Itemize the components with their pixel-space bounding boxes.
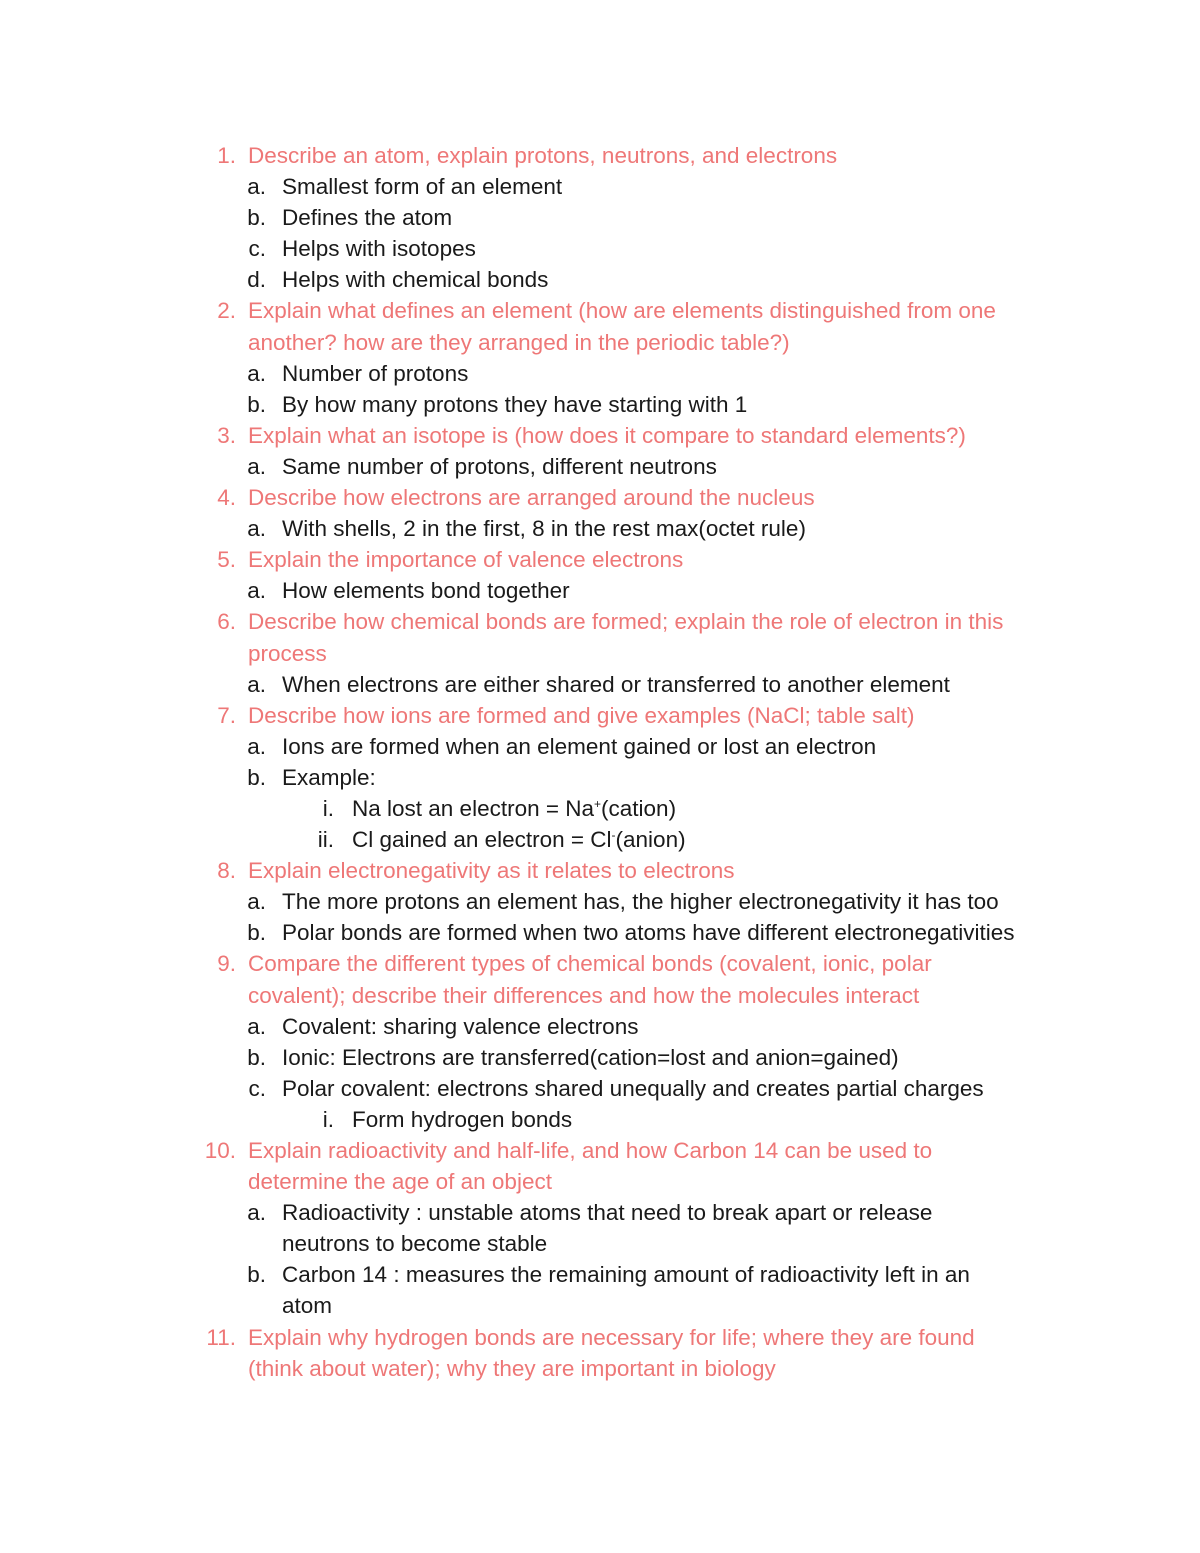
line-text [248, 295, 996, 326]
line-text-suffix: (cation) [601, 795, 677, 821]
question-line [0, 327, 1200, 358]
list-marker: a. [247, 360, 266, 386]
line-text [282, 233, 476, 264]
list-marker: i. [322, 795, 334, 821]
list-marker: a. [247, 578, 266, 604]
line-text [248, 140, 837, 171]
question-line [0, 638, 1200, 669]
line-text [248, 700, 915, 731]
line-text [248, 1135, 932, 1166]
line-text [248, 327, 790, 358]
line-text-main: By how many protons they have starting with 1 [282, 391, 748, 417]
line-text [248, 420, 966, 451]
line-text [282, 202, 452, 233]
line-text [282, 762, 376, 793]
question-line [0, 1322, 1200, 1353]
question-line [0, 1135, 1200, 1166]
list-marker: 7. [217, 702, 236, 728]
line-text [352, 824, 686, 855]
answer-line [0, 358, 1200, 389]
line-text [282, 1259, 970, 1290]
answer-line [0, 1011, 1200, 1042]
line-text-main: Helps with chemical bonds [282, 267, 549, 293]
answer-line [0, 1073, 1200, 1104]
answer-line [0, 1290, 1200, 1321]
list-marker: b. [247, 205, 266, 231]
list-marker: a. [247, 733, 266, 759]
line-text-main: Cl gained an electron = Cl [352, 827, 612, 853]
list-marker: a. [247, 671, 266, 697]
line-text-main: Describe an atom, explain protons, neutrons, and electrons [248, 143, 838, 168]
list-marker: 1. [217, 143, 236, 168]
answer-line [0, 824, 1200, 855]
list-marker: b. [247, 391, 266, 417]
line-text [248, 606, 1003, 637]
line-text [282, 917, 1015, 948]
list-marker: b. [247, 764, 266, 790]
answer-line [0, 389, 1200, 420]
list-marker: 9. [217, 951, 236, 977]
line-text [282, 358, 468, 389]
line-text-main: Covalent: sharing valence electrons [282, 1013, 639, 1039]
line-text-suffix: (anion) [615, 827, 686, 853]
line-text-main: Na lost an electron = Na [352, 795, 595, 821]
line-text [282, 575, 570, 606]
line-text-main: Number of protons [282, 360, 469, 386]
question-line [0, 948, 1200, 979]
line-text-main: covalent); describe their differences and how the molecules interact [248, 982, 920, 1008]
line-text-main: Explain what an isotope is (how does it compare to standard elements?) [248, 422, 966, 448]
line-text-main: Describe how ions are formed and give examples (NaCl; table salt) [248, 702, 915, 728]
line-text-main: Describe how chemical bonds are formed; explain the role of electron in this [248, 609, 1004, 635]
list-marker: 2. [217, 298, 236, 324]
answer-line [0, 202, 1200, 233]
list-marker: a. [247, 174, 266, 200]
line-text [248, 1166, 552, 1197]
line-text-main: neutrons to become stable [282, 1231, 548, 1257]
line-text [248, 638, 327, 669]
list-marker: i. [322, 1106, 334, 1132]
question-line [0, 482, 1200, 513]
question-line [0, 700, 1200, 731]
line-text [352, 1104, 572, 1135]
line-text [248, 1322, 975, 1353]
line-text [282, 1290, 332, 1321]
line-text [248, 948, 932, 979]
line-text-main: When electrons are either shared or transferred to another element [282, 671, 950, 697]
line-text [282, 886, 999, 917]
answer-line [0, 575, 1200, 606]
answer-line [0, 264, 1200, 295]
answer-line [0, 1104, 1200, 1135]
question-line [0, 606, 1200, 637]
line-text [282, 513, 806, 544]
line-text [282, 1042, 899, 1073]
answer-line [0, 1259, 1200, 1290]
answer-line [0, 1042, 1200, 1073]
document-body [0, 140, 1200, 1384]
line-text [248, 482, 815, 513]
list-marker: b. [247, 1044, 266, 1070]
list-marker: 8. [217, 858, 236, 884]
list-marker: a. [247, 1200, 266, 1226]
answer-line [0, 669, 1200, 700]
line-text-main: Same number of protons, different neutrons [282, 453, 717, 479]
line-text-main: Explain radioactivity and half-life, and how Carbon 14 can be used to [248, 1138, 933, 1163]
answer-line [0, 1228, 1200, 1259]
list-marker: 6. [217, 609, 236, 635]
line-text-main: How elements bond together [282, 578, 570, 604]
list-marker: 11. [206, 1324, 236, 1350]
list-marker: 3. [217, 422, 236, 448]
line-text-main: Explain the importance of valence electrons [248, 547, 684, 573]
line-text [248, 980, 919, 1011]
line-text-main: Radioactivity : unstable atoms that need to break apart or release [282, 1200, 933, 1226]
list-marker: 10. [204, 1138, 236, 1163]
list-marker: b. [247, 1262, 266, 1288]
line-text [352, 793, 676, 824]
list-marker: c. [248, 1075, 266, 1101]
line-text-main: Helps with isotopes [282, 236, 476, 262]
question-line [0, 295, 1200, 326]
question-line [0, 1353, 1200, 1384]
line-text-main: Describe how electrons are arranged around the nucleus [248, 485, 815, 511]
answer-line [0, 451, 1200, 482]
line-text-main: Compare the different types of chemical bonds (covalent, ionic, polar [248, 951, 932, 977]
question-line [0, 140, 1200, 171]
line-text-main: determine the age of an object [248, 1169, 552, 1195]
line-text-main: another? how are they arranged in the periodic table?) [248, 329, 790, 355]
line-text-main: Explain what defines an element (how are elements distinguished from one [248, 298, 996, 324]
line-text [282, 389, 747, 420]
question-line [0, 420, 1200, 451]
list-marker: 4. [217, 485, 236, 511]
line-text-main: Explain electronegativity as it relates to electrons [248, 858, 735, 884]
list-marker: a. [247, 1013, 266, 1039]
list-marker: a. [247, 889, 266, 915]
line-text-main: Polar covalent: electrons shared unequally and creates partial charges [282, 1075, 984, 1101]
question-line [0, 1166, 1200, 1197]
charge-superscript: + [594, 796, 602, 811]
list-marker: d. [247, 267, 266, 293]
line-text [282, 1197, 932, 1228]
line-text [248, 855, 735, 886]
answer-line [0, 1197, 1200, 1228]
line-text-main: Carbon 14 : measures the remaining amount of radioactivity left in an [282, 1262, 970, 1288]
line-text [248, 1353, 776, 1384]
answer-line [0, 762, 1200, 793]
line-text-main: Explain why hydrogen bonds are necessary for life; where they are found [248, 1324, 975, 1350]
list-marker: b. [247, 920, 266, 946]
line-text-main: Smallest form of an element [282, 174, 563, 200]
list-marker: c. [248, 236, 266, 262]
answer-line [0, 886, 1200, 917]
list-marker: a. [247, 516, 266, 542]
question-line [0, 855, 1200, 886]
line-text [282, 171, 562, 202]
line-text [282, 264, 548, 295]
line-text-main: Form hydrogen bonds [352, 1106, 573, 1132]
line-text [282, 451, 717, 482]
list-marker: ii. [317, 827, 334, 853]
line-text-main: The more protons an element has, the higher electronegativity it has too [282, 889, 999, 915]
list-marker: a. [247, 453, 266, 479]
line-text-main: (think about water); why they are important in biology [248, 1355, 776, 1381]
answer-line [0, 171, 1200, 202]
line-text-main: Ionic: Electrons are transferred(cation=lost and anion=gained) [282, 1044, 899, 1070]
line-text-main: process [248, 640, 327, 666]
list-marker: 5. [217, 547, 236, 573]
answer-line [0, 917, 1200, 948]
charge-superscript: - [611, 828, 616, 843]
line-text [282, 1228, 547, 1259]
answer-line [0, 233, 1200, 264]
line-text-main: Example: [282, 764, 376, 790]
line-text-main: Polar bonds are formed when two atoms have different electronegativities [282, 920, 1015, 946]
line-text [282, 1073, 984, 1104]
line-text-main: atom [282, 1293, 333, 1319]
answer-line [0, 793, 1200, 824]
line-text [282, 669, 950, 700]
line-text [282, 1011, 638, 1042]
answer-line [0, 731, 1200, 762]
line-text-main: With shells, 2 in the first, 8 in the rest max(octet rule) [282, 516, 806, 542]
question-line [0, 544, 1200, 575]
line-text [282, 731, 876, 762]
line-text [248, 544, 683, 575]
line-text-main: Ions are formed when an element gained or lost an electron [282, 733, 877, 759]
answer-line [0, 513, 1200, 544]
line-text-main: Defines the atom [282, 205, 453, 231]
question-line [0, 980, 1200, 1011]
